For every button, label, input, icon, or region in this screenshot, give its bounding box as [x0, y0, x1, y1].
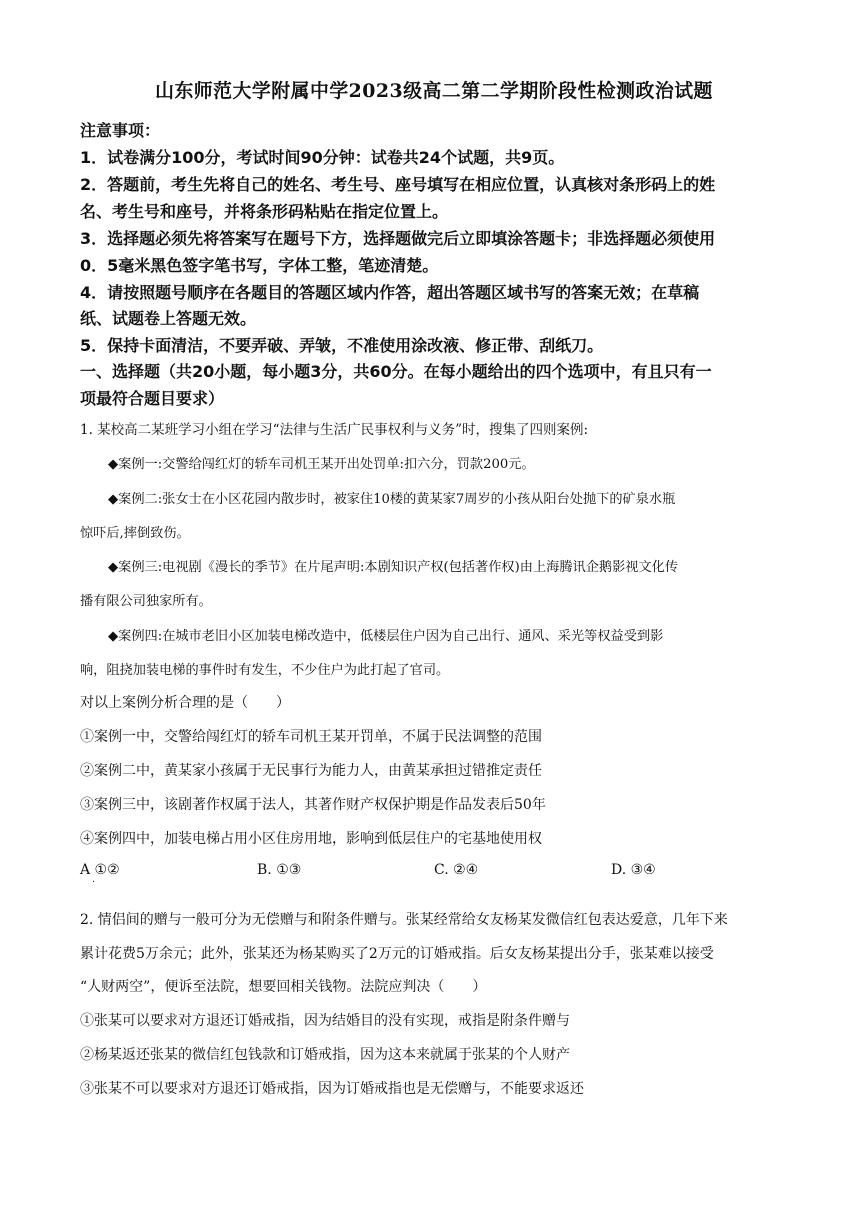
- q1-case-2-cont: 惊吓后,摔倒致伤。: [80, 526, 190, 541]
- q1-statement-4: ④案例四中，加装电梯占用小区住房用地，影响到低层住户的宅基地使用权: [80, 831, 542, 847]
- notice-line-4: 3．选择题必须先将答案写在题号下方，选择题做完后立即填涂答题卡；非选择题必须使用: [80, 229, 716, 248]
- q2-statement-3: ③张某不可以要求对方退还订婚戒指，因为订婚戒指也是无偿赠与，不能要求返还: [80, 1081, 584, 1097]
- notice-line-5: 0．5毫米黑色签字笔书写，字体工整，笔迹清楚。: [80, 256, 439, 275]
- q2-line-1: 2. 情侣间的赠与一般可分为无偿赠与和附条件赠与。张某经常给女友杨某发微信红包表达爱意，几年下来: [80, 912, 728, 928]
- notice-line-6: 4．请按照题号顺序在各题目的答题区域内作答，超出答题区域书写的答案无效；在草稿: [80, 283, 700, 302]
- notice-line-7: 纸、试题卷上答题无效。: [80, 309, 257, 328]
- notice-line-1: 1．试卷满分100分，考试时间90分钟：试卷共24个试题，共9页。: [80, 148, 565, 167]
- notice-line-8: 5．保持卡面清洁，不要弄破、弄皱，不准使用涂改液、修正带、刮纸刀。: [80, 336, 604, 355]
- notice-line-2: 2．答题前，考生先将自己的姓名、考生号、座号填写在相应位置，认真核对条形码上的姓: [80, 175, 716, 194]
- q1-case-4: ◆案例四:在城市老旧小区加装电梯改造中，低楼层住户因为自己出行、通风、采光等权益受到影: [108, 629, 664, 644]
- q1-case-1: ◆案例一:交警给闯红灯的轿车司机王某开出处罚单:扣六分，罚款200元。: [108, 457, 535, 472]
- q1-statement-1: ①案例一中，交警给闯红灯的轿车司机王某开罚单，不属于民法调整的范围: [80, 729, 542, 745]
- q1-case-3-cont: 播有限公司独家所有。: [80, 594, 212, 609]
- q2-line-3: “人财两空”，便诉至法院，想要回相关钱物。法院应判决（ ）: [80, 979, 487, 995]
- notice-line-3: 名、考生号和座号，并将条形码粘贴在指定位置上。: [80, 202, 449, 221]
- q1-stem: 1. 某校高二某班学习小组在学习“法律与生活广民事权利与义务”时，搜集了四则案例:: [80, 422, 589, 438]
- q2-statement-1: ①张某可以要求对方退还订婚戒指，因为结婚目的没有实现，戒指是附条件赠与: [80, 1013, 570, 1029]
- q1-case-3: ◆案例三:电视剧《漫长的季节》在片尾声明:本剧知识产权(包括著作权)由上海腾讯企鹅影视文化传: [108, 560, 679, 575]
- q1-option-a: A ①②: [80, 862, 120, 878]
- q2-statement-2: ②杨某返还张某的微信红包钱款和订婚戒指，因为这本来就属于张某的个人财产: [80, 1047, 570, 1063]
- q1-option-c: C. ②④: [434, 862, 479, 878]
- q2-line-2: 累计花费5万余元；此外，张某还为杨某购买了2万元的订婚戒指。后女友杨某提出分手，张某难以接受: [80, 946, 714, 962]
- q1-statement-3: ③案例三中，该剧著作权属于法人，其著作财产权保护期是作品发表后50年: [80, 797, 546, 813]
- notice-heading: 注意事项：: [80, 121, 161, 140]
- scan-mark: ·: [92, 877, 96, 888]
- page-title: 山东师范大学附属中学2023级高二第二学期阶段性检测政治试题: [155, 80, 713, 102]
- q1-case-2: ◆案例二:张女士在小区花园内散步时，被家住10楼的黄某家7周岁的小孩从阳台处抛下的矿泉水瓶: [108, 492, 676, 507]
- section-heading-line-2: 项最符合题目要求）: [80, 389, 225, 408]
- q1-case-4-cont: 响，阻挠加装电梯的事件时有发生，不少住户为此打起了官司。: [80, 663, 450, 678]
- q1-prompt: 对以上案例分析合理的是（ ）: [80, 695, 290, 711]
- q1-option-b: B. ①③: [257, 862, 302, 878]
- q1-option-d: D. ③④: [611, 862, 656, 878]
- q1-statement-2: ②案例二中，黄某家小孩属于无民事行为能力人，由黄某承担过错推定责任: [80, 763, 542, 779]
- section-heading-line-1: 一、选择题（共20小题，每小题3分，共60分。在每小题给出的四个选项中，有且只有一: [80, 362, 712, 381]
